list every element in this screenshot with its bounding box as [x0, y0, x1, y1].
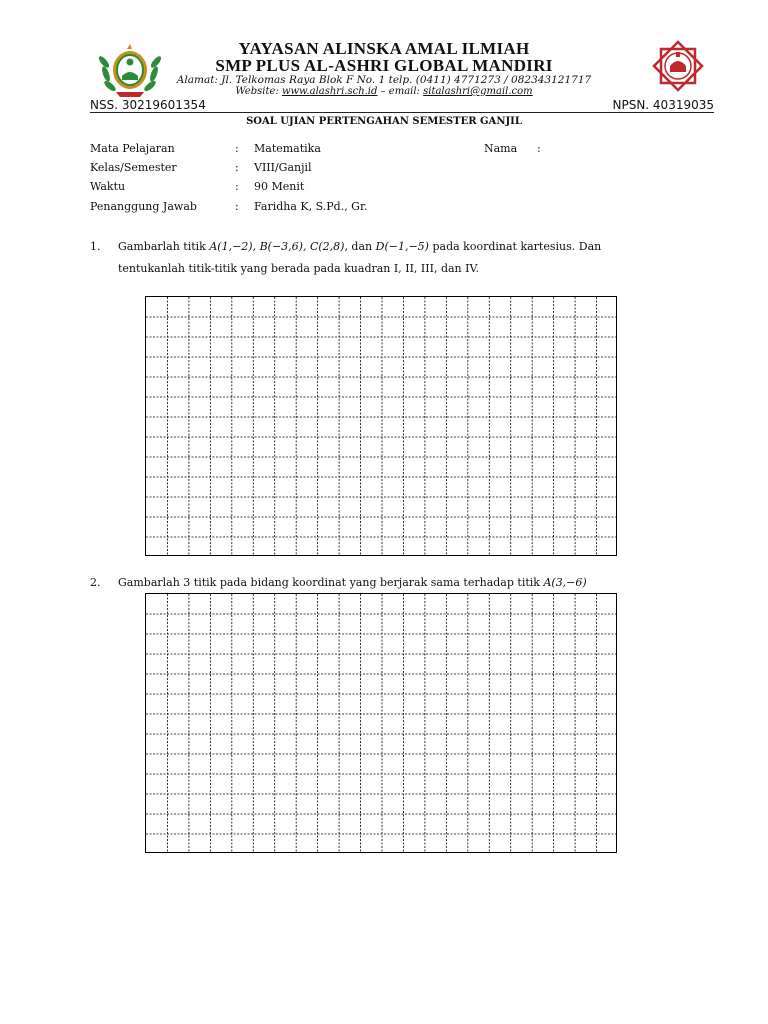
- time-colon: :: [235, 180, 239, 193]
- question-1-math-a: A(1,−2), B(−3,6), C(2,8),: [209, 240, 348, 253]
- subject-value: Matematika: [254, 142, 321, 155]
- website-link[interactable]: www.alashri.sch.id: [281, 86, 378, 97]
- website-label: Website:: [235, 86, 279, 97]
- class-value: VIII/Ganjil: [254, 161, 312, 174]
- name-colon: :: [537, 142, 541, 155]
- foundation-name: YAYASAN ALINSKA AMAL ILMIAH: [238, 39, 530, 58]
- question-1-text-c: pada koordinat kartesius. Dan: [428, 240, 602, 253]
- class-label: Kelas/Semester: [90, 161, 177, 174]
- name-label: Nama: [484, 142, 518, 155]
- question-2-text-a: Gambarlah 3 titik pada bidang koordinat yang berjarak sama terhadap titik: [118, 576, 544, 589]
- question-1-text-a: Gambarlah titik: [118, 240, 210, 253]
- question-2-text: [118, 572, 587, 594]
- question-1-text: [118, 236, 601, 258]
- subject-label: Mata Pelajaran: [90, 142, 175, 155]
- question-1-math-b: D(−1,−5): [375, 240, 429, 253]
- school-address: Alamat: Jl. Telkomas Raya Blok F No. 1 telp. (0411) 4771273 / 082343121717: [176, 74, 592, 86]
- email-label: – email:: [380, 86, 420, 97]
- subject-colon: :: [235, 142, 239, 155]
- nss-number: NSS. 30219601354: [90, 98, 206, 112]
- question-2-number: 2.: [90, 576, 101, 589]
- npsn-number: NPSN. 40319035: [612, 98, 714, 112]
- class-colon: :: [235, 161, 239, 174]
- contact-line: [0, 86, 768, 97]
- question-1-line2: tentukanlah titik-titik yang berada pada kuadran I, II, III, dan IV.: [118, 262, 479, 275]
- teacher-label: Penanggung Jawab: [90, 200, 197, 213]
- question-1-number: 1.: [90, 240, 101, 253]
- answer-grid-2: [145, 593, 617, 853]
- question-2-math-a: A(3,−6): [543, 576, 587, 589]
- time-value: 90 Menit: [254, 180, 305, 193]
- time-label: Waktu: [90, 180, 126, 193]
- header-divider: [90, 112, 714, 113]
- exam-title: SOAL UJIAN PERTENGAHAN SEMESTER GANJIL: [246, 116, 522, 127]
- answer-grid-1: [145, 296, 617, 556]
- teacher-colon: :: [235, 200, 239, 213]
- email-link[interactable]: sitalashri@gmail.com: [423, 86, 533, 97]
- school-name: SMP PLUS AL-ASHRI GLOBAL MANDIRI: [215, 56, 553, 75]
- question-1-text-b: dan: [347, 240, 376, 253]
- teacher-value: Faridha K, S.Pd., Gr.: [254, 200, 368, 213]
